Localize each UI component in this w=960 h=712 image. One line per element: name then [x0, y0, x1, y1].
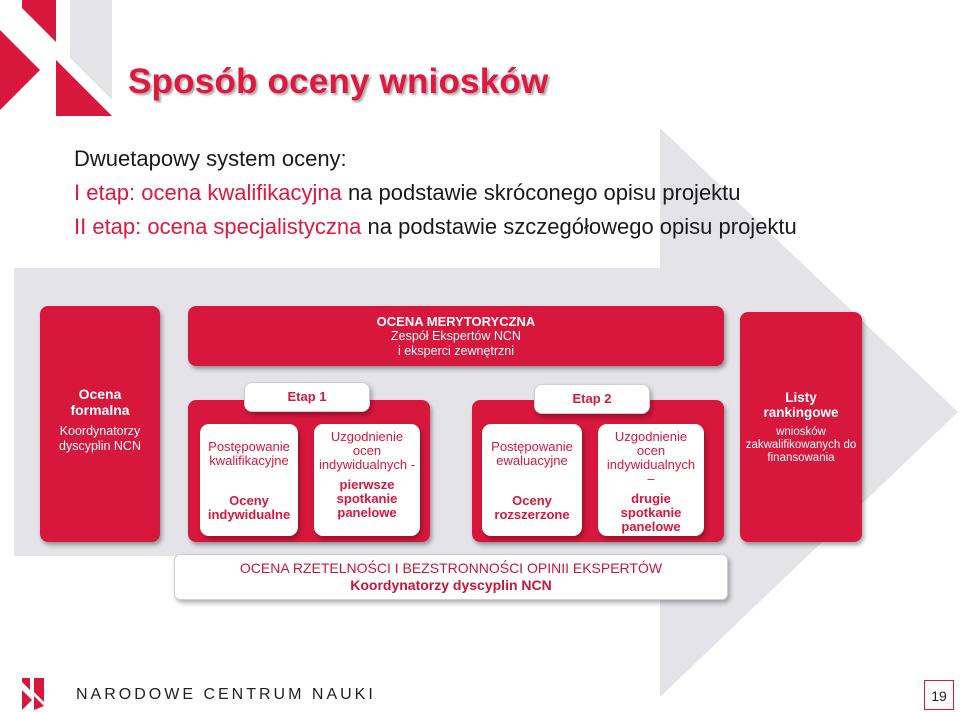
stage2-label: Etap 2: [534, 384, 650, 414]
stage2-agreement-label: Uzgodnienie ocen indywidualnych –: [606, 429, 696, 486]
ranking-lists-subtitle: wniosków zakwalifikowanych do finansowania: [745, 426, 857, 464]
page-title: Sposób oceny wniosków: [128, 62, 549, 101]
ncn-logo-mark: [0, 0, 112, 116]
stage1-highlight: I etap: ocena kwalifikacyjna: [74, 180, 342, 205]
stage1-panel-meeting-label: pierwsze spotkanie panelowe: [336, 477, 398, 520]
stage2-rest: na podstawie szczegółowego opisu projektu: [361, 214, 797, 239]
page-number: 19: [924, 680, 954, 710]
formal-evaluation-subtitle: Koordynatorzy dyscyplin NCN: [59, 424, 141, 453]
merit-evaluation-line3: i eksperci zewnętrzni: [397, 344, 514, 358]
reliability-subtitle: Koordynatorzy dyscyplin NCN: [350, 577, 552, 593]
stage1-qualification-box: [200, 424, 298, 536]
merit-evaluation-title: OCENA MERYTORYCZNA: [376, 314, 536, 329]
intro-stage2-line: [74, 214, 797, 240]
footer-logo-icon: [22, 678, 44, 710]
footer-org-name: NARODOWE CENTRUM NAUKI: [76, 686, 376, 703]
reliability-assessment-bar: [174, 554, 728, 600]
stage1-qualification-label: Postępowanie kwalifikacyjne: [208, 439, 290, 468]
stage2-panel-meeting-label: drugie spotkanie panelowe: [620, 491, 682, 534]
intro-stage1-line: [74, 180, 741, 206]
ranking-lists-title: Listy rankingowe: [763, 390, 839, 420]
merit-evaluation-box: [188, 306, 724, 366]
stage1-individual-reviews-label: Oceny indywidualne: [207, 493, 291, 522]
intro-heading: Dwuetapowy system oceny:: [74, 146, 347, 171]
merit-evaluation-line2: Zespół Ekspertów NCN: [391, 329, 521, 343]
stage1-rest: na podstawie skróconego opisu projektu: [341, 180, 741, 205]
stage2-agreement-box: [598, 424, 704, 536]
stage2-evaluation-label: Postępowanie ewaluacyjne: [491, 439, 573, 468]
stage2-extended-reviews-label: Oceny rozszerzone: [494, 493, 570, 522]
formal-evaluation-title: Ocena formalna: [70, 386, 130, 418]
stage1-agreement-box: [314, 424, 420, 536]
stage2-highlight: II etap: ocena specjalistyczna: [74, 214, 362, 239]
stage1-agreement-label: Uzgodnienie ocen indywidualnych -: [318, 429, 416, 472]
reliability-title: OCENA RZETELNOŚCI I BEZSTRONNOŚCI OPINII EKSPERTÓW: [239, 560, 663, 576]
formal-evaluation-box: [40, 306, 160, 542]
stage2-evaluation-box: [482, 424, 582, 536]
ranking-lists-box: [740, 312, 862, 542]
stage1-label: Etap 1: [244, 382, 370, 412]
